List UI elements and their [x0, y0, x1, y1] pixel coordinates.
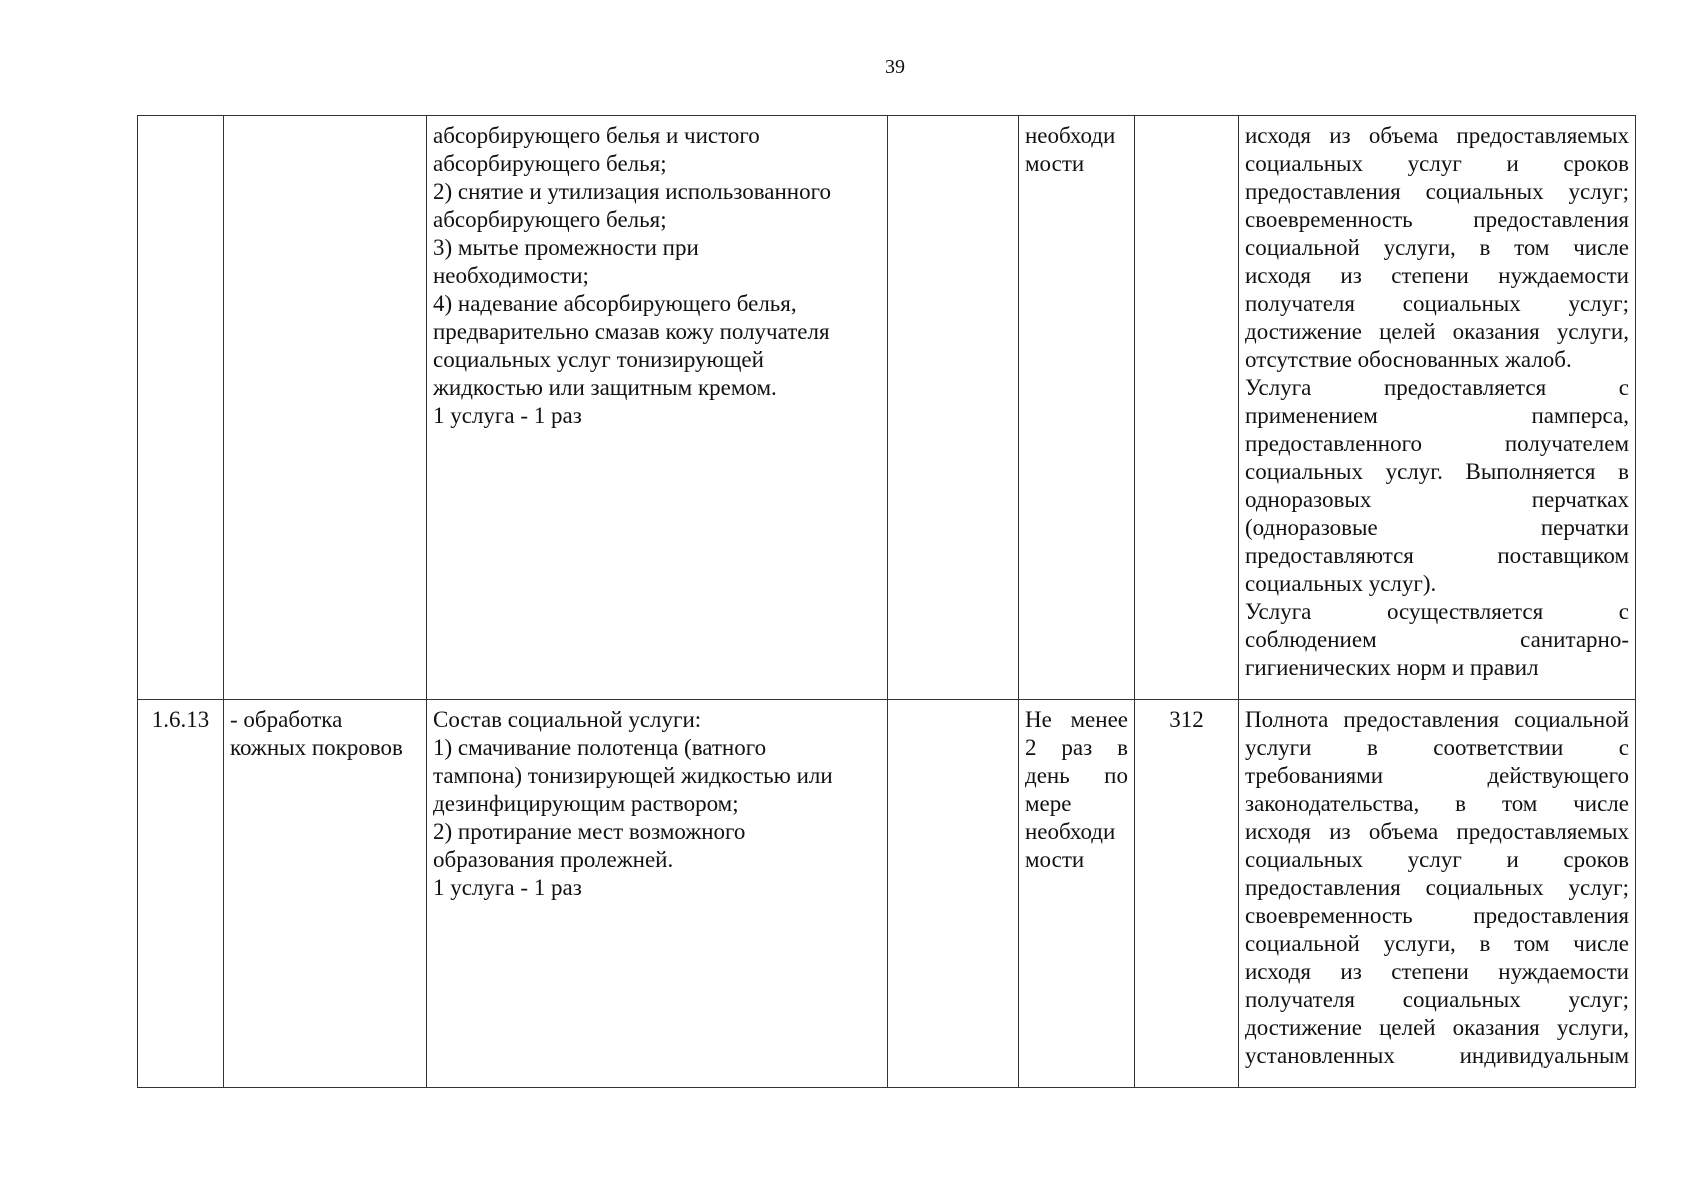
service-content-cell [427, 116, 888, 700]
cell-text-line: получателя социальных услуг; [1245, 987, 1629, 1012]
cell-text-line: социальных услуг тонизирующей [433, 347, 764, 372]
cell-text-line: необходи [1025, 819, 1116, 844]
service-code-cell [138, 116, 224, 700]
cell-text-line: абсорбирующего белья; [433, 207, 667, 232]
cell-text-line: мости [1025, 847, 1085, 872]
cell-text-line: жидкостью или защитным кремом. [433, 375, 777, 400]
cell-text-line: социальных услуг). [1245, 571, 1437, 596]
cell-text-line: 2 раз в [1025, 735, 1128, 760]
services-table [137, 115, 1636, 1088]
cell-text-line: законодательства, в том числе [1245, 791, 1629, 816]
cell-text-line: исходя из объема предоставляемых [1245, 123, 1629, 148]
service-frequency-cell [1019, 116, 1135, 700]
cell-text-line: достижение целей оказания услуги, [1245, 1015, 1629, 1040]
service-quality-cell [1239, 700, 1636, 1088]
service-tariff-cell: 312 [1135, 700, 1239, 1088]
cell-text-line: кожных покровов [230, 735, 403, 760]
service-content-cell [427, 700, 888, 1088]
cell-text-line: своевременность предоставления [1245, 207, 1629, 232]
cell-text-line: тампона) тонизирующей жидкостью или [433, 763, 833, 788]
cell-text-line: Полнота предоставления социальной [1245, 707, 1629, 732]
cell-text-line: получателя социальных услуг; [1245, 291, 1629, 316]
cell-text-line: 3) мытье промежности при [433, 235, 699, 260]
cell-text-line: требованиями действующего [1245, 763, 1629, 788]
cell-text-line: предоставления социальных услуг; [1245, 179, 1629, 204]
service-name-cell [224, 700, 427, 1088]
cell-text-line: необходи [1025, 123, 1116, 148]
cell-text-line: абсорбирующего белья и чистого [433, 123, 760, 148]
service-code-cell: 1.6.13 [138, 700, 224, 1088]
cell-text-line: дезинфицирующим раствором; [433, 791, 739, 816]
cell-text-line: Не менее [1025, 707, 1128, 732]
table-row [138, 700, 1636, 1088]
cell-text-line: 1) смачивание полотенца (ватного [433, 735, 767, 760]
cell-text-line: исходя из объема предоставляемых [1245, 819, 1629, 844]
cell-text-line: (одноразовые перчатки [1245, 515, 1629, 540]
service-volume-cell [888, 700, 1019, 1088]
cell-text-line: исходя из степени нуждаемости [1245, 263, 1629, 288]
cell-text-line: 4) надевание абсорбирующего белья, [433, 291, 797, 316]
cell-text-line: абсорбирующего белья; [433, 151, 667, 176]
service-frequency-cell [1019, 700, 1135, 1088]
cell-text-line: 1 услуга - 1 раз [433, 403, 582, 428]
cell-text-line: социальных услуг. Выполняется в [1245, 459, 1629, 484]
cell-text-line: социальной услуги, в том числе [1245, 235, 1629, 260]
cell-text-line: 2) снятие и утилизация использованного [433, 179, 831, 204]
cell-text-line: Услуга предоставляется с [1245, 375, 1629, 400]
cell-text-line: мости [1025, 151, 1085, 176]
cell-text-line: услуги в соответствии с [1245, 735, 1629, 760]
cell-text-line: образования пролежней. [433, 847, 674, 872]
cell-text-line: день по [1025, 763, 1128, 788]
cell-text-line: Услуга осуществляется с [1245, 599, 1629, 624]
cell-text-line: установленных индивидуальным [1245, 1043, 1629, 1068]
cell-text-line: мере [1025, 791, 1072, 816]
service-volume-cell [888, 116, 1019, 700]
cell-text-line: предоставленного получателем [1245, 431, 1629, 456]
table-row [138, 116, 1636, 700]
cell-text-line: одноразовых перчатках [1245, 487, 1629, 512]
cell-text-line: 2) протирание мест возможного [433, 819, 746, 844]
cell-text-line: предоставления социальных услуг; [1245, 875, 1629, 900]
cell-text-line: социальных услуг и сроков [1245, 847, 1629, 872]
cell-text-line: соблюдением санитарно- [1245, 627, 1629, 652]
page-number: 39 [885, 56, 905, 78]
cell-text-line: Состав социальной услуги: [433, 707, 702, 732]
cell-text-line: гигиенических норм и правил [1245, 655, 1539, 680]
cell-text-line: предоставляются поставщиком [1245, 543, 1629, 568]
cell-text-line: социальной услуги, в том числе [1245, 931, 1629, 956]
cell-text-line: необходимости; [433, 263, 589, 288]
service-quality-cell [1239, 116, 1636, 700]
cell-text-line: предварительно смазав кожу получателя [433, 319, 830, 344]
service-name-cell [224, 116, 427, 700]
cell-text-line: - обработка [230, 707, 343, 732]
cell-text-line: исходя из степени нуждаемости [1245, 959, 1629, 984]
cell-text-line: достижение целей оказания услуги, [1245, 319, 1629, 344]
cell-text-line: отсутствие обоснованных жалоб. [1245, 347, 1572, 372]
cell-text-line: социальных услуг и сроков [1245, 151, 1629, 176]
service-tariff-cell [1135, 116, 1239, 700]
cell-text-line: применением памперса, [1245, 403, 1629, 428]
cell-text-line: своевременность предоставления [1245, 903, 1629, 928]
cell-text-line: 1 услуга - 1 раз [433, 875, 582, 900]
